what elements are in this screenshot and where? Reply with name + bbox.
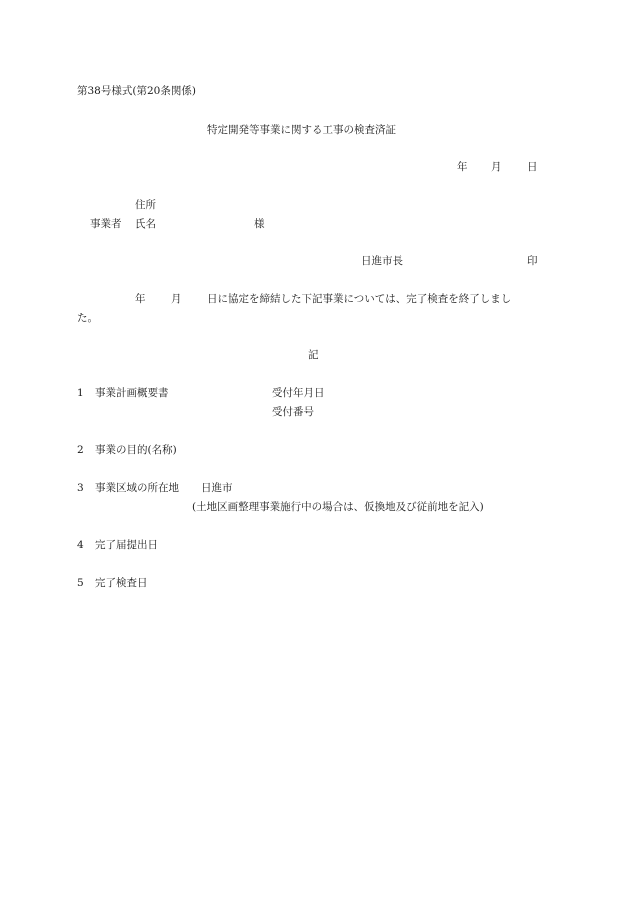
item3-note: (土地区画整理事業施行中の場合は、仮換地及び従前地を記入): [192, 501, 484, 513]
date-day-label: 日: [527, 161, 538, 173]
item4-number: 4: [77, 539, 84, 551]
date-year-label: 年: [457, 161, 468, 173]
body-text-line1: 日に協定を締結した下記事業については、完了検査を終了しまし: [207, 293, 512, 305]
honorific-sama: 様: [254, 218, 265, 230]
item2-number: 2: [77, 444, 84, 456]
date-month-label: 月: [491, 161, 502, 173]
item5-label: 完了検査日: [95, 577, 148, 589]
business-operator-label: 事業者: [90, 218, 122, 230]
item3-number: 3: [77, 482, 84, 494]
body-year-label: 年: [135, 293, 146, 305]
seal-mark: 印: [527, 255, 538, 267]
issuer-name: 日進市長: [361, 255, 403, 267]
name-label: 氏名: [135, 218, 156, 230]
item4-label: 完了届提出日: [95, 539, 158, 551]
address-label: 住所: [135, 199, 156, 211]
body-month-label: 月: [171, 293, 182, 305]
item5-number: 5: [77, 577, 84, 589]
item1-label: 事業計画概要書: [95, 387, 169, 399]
ki-heading: 記: [308, 349, 319, 361]
form-number: 第38号様式(第20条関係): [77, 85, 196, 97]
item3-label: 事業区域の所在地: [95, 482, 179, 494]
item1-number: 1: [77, 387, 84, 399]
item3-city: 日進市: [201, 482, 233, 494]
document-title: 特定開発等事業に関する工事の検査済証: [207, 124, 396, 136]
item1-receipt-number-label: 受付番号: [272, 406, 314, 418]
item2-label: 事業の目的(名称): [95, 444, 177, 456]
body-text-line2: た。: [77, 312, 98, 324]
item1-receipt-date-label: 受付年月日: [272, 387, 325, 399]
